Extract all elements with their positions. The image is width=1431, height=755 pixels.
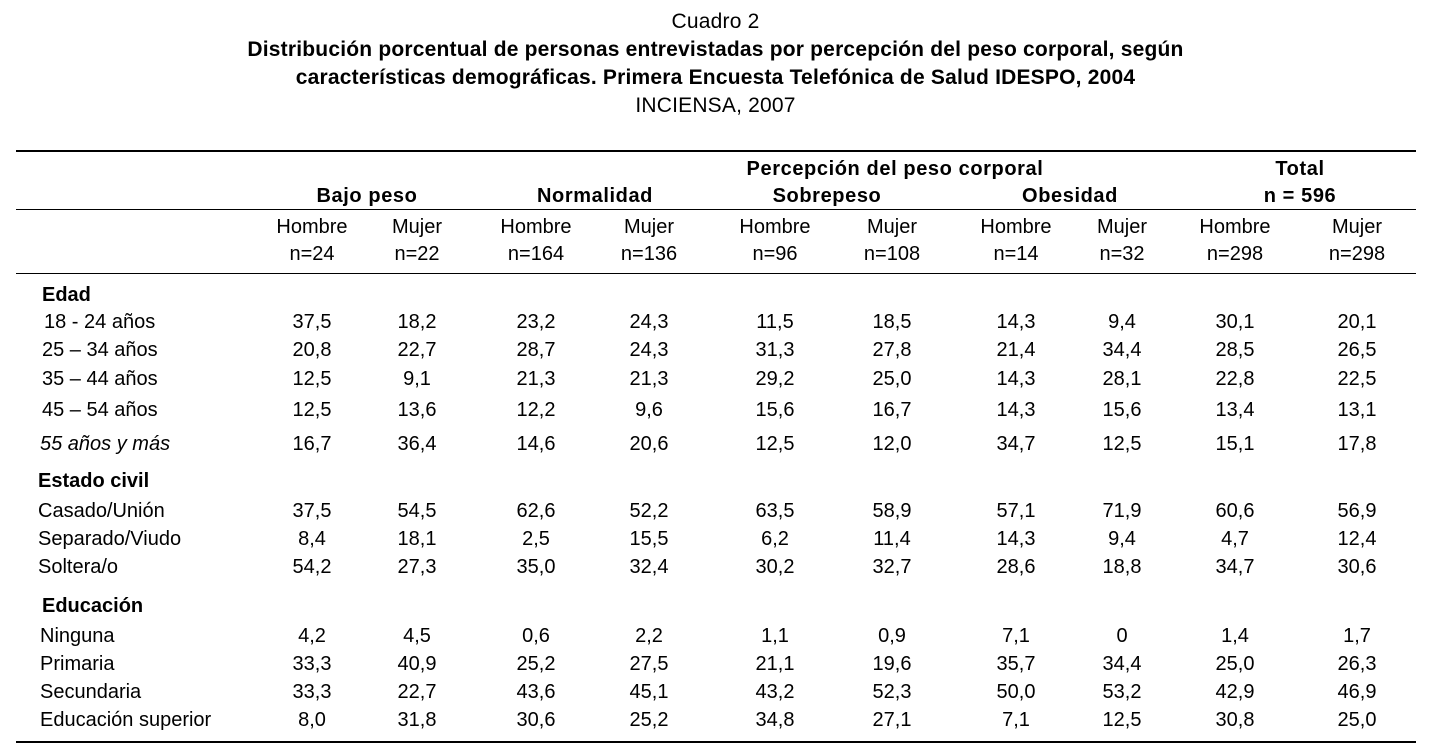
table-cell: 40,9 — [397, 653, 437, 675]
row-label: Secundaria — [40, 681, 142, 703]
table-cell: 27,3 — [397, 556, 437, 578]
column-n-label: n=24 — [289, 243, 335, 265]
table-cell: 27,1 — [872, 709, 912, 731]
table-cell: 1,7 — [1343, 625, 1371, 647]
table-cell: 12,5 — [292, 399, 332, 421]
table-cell: 22,8 — [1215, 368, 1255, 390]
column-sex-label: Mujer — [1331, 216, 1382, 238]
table-cell: 19,6 — [872, 653, 912, 675]
column-sex-label: Mujer — [391, 216, 442, 238]
table-cell: 24,3 — [629, 311, 669, 333]
table-number: Cuadro 2 — [671, 10, 760, 33]
table-cell: 28,6 — [996, 556, 1036, 578]
table-cell: 15,6 — [755, 399, 795, 421]
table-cell: 13,6 — [397, 399, 437, 421]
column-n-label: n=164 — [507, 243, 565, 265]
table-cell: 25,2 — [629, 709, 669, 731]
column-sex-label: Mujer — [1096, 216, 1147, 238]
table-cell: 0,6 — [522, 625, 550, 647]
table-cell: 27,5 — [629, 653, 669, 675]
table-cell: 27,8 — [872, 339, 912, 361]
table-cell: 43,2 — [755, 681, 795, 703]
table-cell: 26,5 — [1337, 339, 1377, 361]
row-label: 18 - 24 años — [44, 311, 156, 333]
table-cell: 62,6 — [516, 500, 556, 522]
table-cell: 9,6 — [635, 399, 663, 421]
column-n-label: n=298 — [1206, 243, 1264, 265]
title-line-4: INCIENSA, 2007 — [635, 94, 796, 117]
table-cell: 50,0 — [996, 681, 1036, 703]
table-title — [0, 8, 1431, 120]
column-n-label: n=108 — [863, 243, 921, 265]
table-cell: 18,2 — [397, 311, 437, 333]
table-cell: 8,0 — [298, 709, 326, 731]
table-cell: 45,1 — [629, 681, 669, 703]
table-cell: 14,3 — [996, 528, 1036, 550]
table-cell: 7,1 — [1002, 625, 1030, 647]
table-cell: 28,5 — [1215, 339, 1255, 361]
table-cell: 54,5 — [397, 500, 437, 522]
table-cell: 33,3 — [292, 681, 332, 703]
table-cell: 31,3 — [755, 339, 795, 361]
table-cell: 34,8 — [755, 709, 795, 731]
table-cell: 35,0 — [516, 556, 556, 578]
table-cell: 34,4 — [1102, 653, 1142, 675]
row-label: Casado/Unión — [38, 500, 165, 522]
table-cell: 12,5 — [755, 433, 795, 455]
table-cell: 22,7 — [397, 681, 437, 703]
table-cell: 14,3 — [996, 311, 1036, 333]
table-cell: 37,5 — [292, 500, 332, 522]
table-cell: 25,0 — [872, 368, 912, 390]
column-sex-label: Hombre — [739, 216, 811, 238]
table-cell: 15,6 — [1102, 399, 1142, 421]
table-cell: 54,2 — [292, 556, 332, 578]
table-cell: 15,1 — [1215, 433, 1255, 455]
table-cell: 12,5 — [1102, 433, 1142, 455]
table-cell: 32,4 — [629, 556, 669, 578]
table-cell: 60,6 — [1215, 500, 1255, 522]
table-cell: 17,8 — [1337, 433, 1377, 455]
table-cell: 42,9 — [1215, 681, 1255, 703]
table-cell: 15,5 — [629, 528, 669, 550]
table-cell: 36,4 — [397, 433, 437, 455]
title-line-3: características demográficas. Primera Encuesta Telefónica de Salud IDESPO, 2004 — [295, 66, 1136, 89]
table-cell: 23,2 — [516, 311, 556, 333]
column-n-label: n=14 — [993, 243, 1039, 265]
table-cell: 4,2 — [298, 625, 326, 647]
table-cell: 18,5 — [872, 311, 912, 333]
table-cell: 20,6 — [629, 433, 669, 455]
column-n-label: n=96 — [752, 243, 798, 265]
table-cell: 14,3 — [996, 399, 1036, 421]
table-cell: 71,9 — [1102, 500, 1142, 522]
total-n: n = 596 — [1263, 185, 1337, 207]
table-cell: 13,4 — [1215, 399, 1255, 421]
table-cell: 30,8 — [1215, 709, 1255, 731]
table-cell: 34,4 — [1102, 339, 1142, 361]
table-cell: 33,3 — [292, 653, 332, 675]
table-cell: 52,2 — [629, 500, 669, 522]
table-cell: 8,4 — [298, 528, 326, 550]
table-cell: 52,3 — [872, 681, 912, 703]
table-cell: 58,9 — [872, 500, 912, 522]
table-cell: 12,0 — [872, 433, 912, 455]
row-label: Soltera/o — [38, 556, 119, 578]
column-sex-label: Hombre — [980, 216, 1052, 238]
table-cell: 22,7 — [397, 339, 437, 361]
section-label: Edad — [42, 284, 91, 306]
table-cell: 26,3 — [1337, 653, 1377, 675]
table-cell: 28,7 — [516, 339, 556, 361]
row-label: Ninguna — [40, 625, 115, 647]
table-cell: 37,5 — [292, 311, 332, 333]
table-cell: 56,9 — [1337, 500, 1377, 522]
table-cell: 25,2 — [516, 653, 556, 675]
table-cell: 22,5 — [1337, 368, 1377, 390]
table-cell: 25,0 — [1337, 709, 1377, 731]
table-cell: 30,6 — [1337, 556, 1377, 578]
row-label: 45 – 54 años — [42, 399, 158, 421]
table-cell: 6,2 — [761, 528, 789, 550]
section-label: Educación — [42, 595, 144, 617]
row-label: 35 – 44 años — [42, 368, 158, 390]
column-n-label: n=298 — [1328, 243, 1386, 265]
group-sobrepeso: Sobrepeso — [772, 185, 882, 207]
table-cell: 30,6 — [516, 709, 556, 731]
row-label: Primaria — [40, 653, 115, 675]
total-header: Total — [1275, 158, 1325, 180]
table-cell: 9,1 — [403, 368, 431, 390]
row-label: Separado/Viudo — [38, 528, 182, 550]
subheader-rule — [16, 273, 1416, 274]
group-bajo-peso: Bajo peso — [316, 185, 418, 207]
table-cell: 4,5 — [403, 625, 431, 647]
top-rule — [16, 150, 1416, 152]
column-sex-label: Hombre — [276, 216, 348, 238]
table-cell: 31,8 — [397, 709, 437, 731]
table-cell: 18,1 — [397, 528, 437, 550]
table-cell: 0,9 — [878, 625, 906, 647]
table-cell: 20,8 — [292, 339, 332, 361]
table-cell: 28,1 — [1102, 368, 1142, 390]
table-cell: 11,5 — [756, 311, 794, 333]
bottom-rule — [16, 741, 1416, 743]
table-cell: 25,0 — [1215, 653, 1255, 675]
column-sex-label: Hombre — [1199, 216, 1271, 238]
column-n-label: n=32 — [1099, 243, 1145, 265]
table-cell: 34,7 — [996, 433, 1036, 455]
column-n-label: n=22 — [394, 243, 440, 265]
table-cell: 63,5 — [755, 500, 795, 522]
table-cell: 12,4 — [1337, 528, 1377, 550]
table-cell: 13,1 — [1337, 399, 1377, 421]
table-cell: 9,4 — [1108, 311, 1136, 333]
table-cell: 9,4 — [1108, 528, 1136, 550]
table-cell: 7,1 — [1002, 709, 1030, 731]
table-cell: 30,1 — [1215, 311, 1255, 333]
title-line-2: Distribución porcentual de personas entrevistadas por percepción del peso corporal, según — [247, 38, 1184, 61]
table-cell: 20,1 — [1337, 311, 1377, 333]
row-label: 55 años y más — [40, 433, 171, 455]
table-cell: 4,7 — [1221, 528, 1249, 550]
table-cell: 0 — [1116, 625, 1128, 647]
table-cell: 46,9 — [1337, 681, 1377, 703]
table-cell: 21,3 — [629, 368, 669, 390]
table-cell: 21,3 — [516, 368, 556, 390]
table-cell: 14,3 — [996, 368, 1036, 390]
table-cell: 1,1 — [761, 625, 789, 647]
column-sex-label: Mujer — [866, 216, 917, 238]
group-normalidad: Normalidad — [536, 185, 654, 207]
section-label: Estado civil — [38, 470, 150, 492]
table-cell: 1,4 — [1221, 625, 1249, 647]
group-header: Percepción del peso corporal — [746, 158, 1044, 180]
table-cell: 24,3 — [629, 339, 669, 361]
table-cell: 21,1 — [755, 653, 795, 675]
row-label: Educación superior — [40, 709, 212, 731]
table-cell: 29,2 — [755, 368, 795, 390]
table-cell: 14,6 — [516, 433, 556, 455]
column-sex-label: Hombre — [500, 216, 572, 238]
table-cell: 2,5 — [522, 528, 550, 550]
table-cell: 53,2 — [1102, 681, 1142, 703]
table-cell: 57,1 — [996, 500, 1036, 522]
table-cell: 21,4 — [996, 339, 1036, 361]
table-cell: 11,4 — [873, 528, 911, 550]
table-cell: 34,7 — [1215, 556, 1255, 578]
table-cell: 12,5 — [1102, 709, 1142, 731]
table-cell: 43,6 — [516, 681, 556, 703]
table-cell: 2,2 — [635, 625, 663, 647]
table-cell: 16,7 — [292, 433, 332, 455]
header-rule — [16, 209, 1416, 210]
column-n-label: n=136 — [620, 243, 678, 265]
table-cell: 12,2 — [516, 399, 556, 421]
table-cell: 30,2 — [755, 556, 795, 578]
table-cell: 16,7 — [872, 399, 912, 421]
row-label: 25 – 34 años — [42, 339, 158, 361]
group-obesidad: Obesidad — [1022, 185, 1118, 207]
table-cell: 12,5 — [292, 368, 332, 390]
table-cell: 35,7 — [996, 653, 1036, 675]
table-cell: 32,7 — [872, 556, 912, 578]
column-sex-label: Mujer — [623, 216, 674, 238]
table-cell: 18,8 — [1102, 556, 1142, 578]
